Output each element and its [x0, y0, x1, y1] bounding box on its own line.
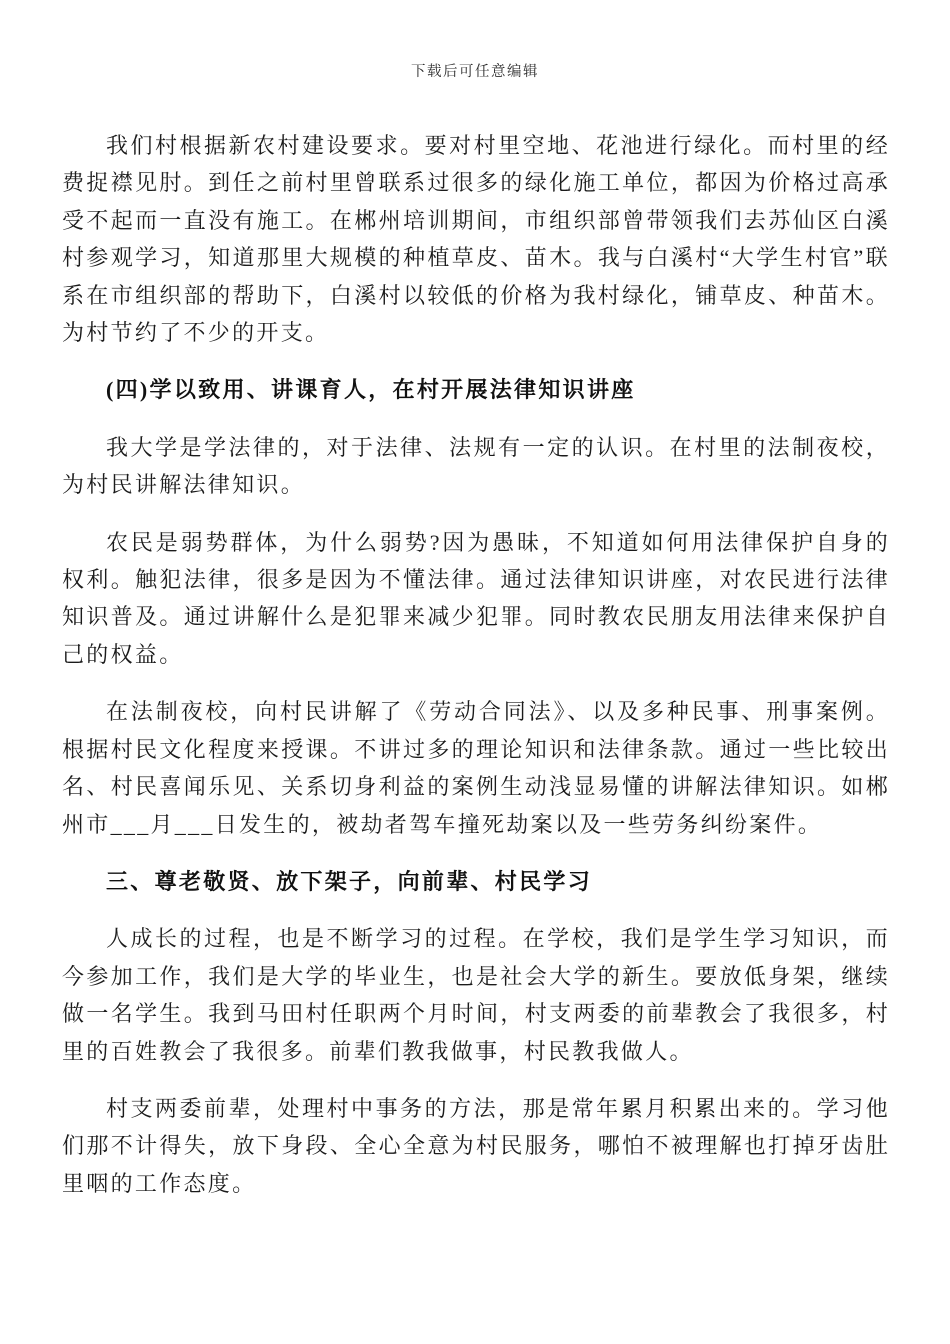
document-page — [62, 127, 890, 1202]
paragraph-night-school-lectures: 在法制夜校，向村民讲解了《劳动合同法》、以及多种民事、刑事案例。根据村民文化程度来授课。不讲过多的理论知识和法律条款。通过一些比较出名、村民喜闻乐见、关系切身利益的案例生动浅显易懂的讲解法律知识。如郴州市___月___日发生的，被劫者驾车撞死劫案以及一些劳务纠纷案件。 — [62, 699, 890, 837]
paragraph-law-background: 我大学是学法律的，对于法律、法规有一定的认识。在村里的法制夜校，为村民讲解法律知识。 — [62, 434, 890, 498]
section-heading-four-legal-lectures: (四)学以致用、讲课育人，在村开展法律知识讲座 — [106, 377, 636, 403]
paragraph-village-committee-attitude: 村支两委前辈，处理村中事务的方法，那是常年累月积累出来的。学习他们那不计得失，放下身段、全心全意为村民服务，哪怕不被理解也打掉牙齿肚里咽的工作态度。 — [62, 1095, 890, 1196]
paragraph-farmers-legal-knowledge: 农民是弱势群体，为什么弱势?因为愚昧，不知道如何用法律保护自身的权利。触犯法律，很多是因为不懂法律。通过法律知识讲座，对农民进行法律知识普及。通过讲解什么是犯罪来减少犯罪。同时教农民朋友用法律来保护自己的权益。 — [62, 529, 890, 667]
section-heading-three-learn-from-elders: 三、尊老敬贤、放下架子，向前辈、村民学习 — [106, 868, 593, 894]
paragraph-greening-work: 我们村根据新农村建设要求。要对村里空地、花池进行绿化。而村里的经费捉襟见肘。到任之前村里曾联系过很多的绿化施工单位，都因为价格过高承受不起而一直没有施工。在郴州培训期间，市组织部曾带领我们去苏仙区白溪村参观学习，知道那里大规模的种植草皮、苗木。我与白溪村“大学生村官”联系在市组织部的帮助下，白溪村以较低的价格为我村绿化，铺草皮、种苗木。为村节约了不少的开支。 — [62, 133, 890, 346]
page-header-note: 下载后可任意编辑 — [411, 64, 539, 80]
paragraph-lifelong-learning: 人成长的过程，也是不断学习的过程。在学校，我们是学生学习知识，而今参加工作，我们是大学的毕业生，也是社会大学的新生。要放低身架，继续做一名学生。我到马田村任职两个月时间，村支两委的前辈教会了我很多，村里的百姓教会了我很多。前辈们教我做事，村民教我做人。 — [62, 926, 890, 1064]
